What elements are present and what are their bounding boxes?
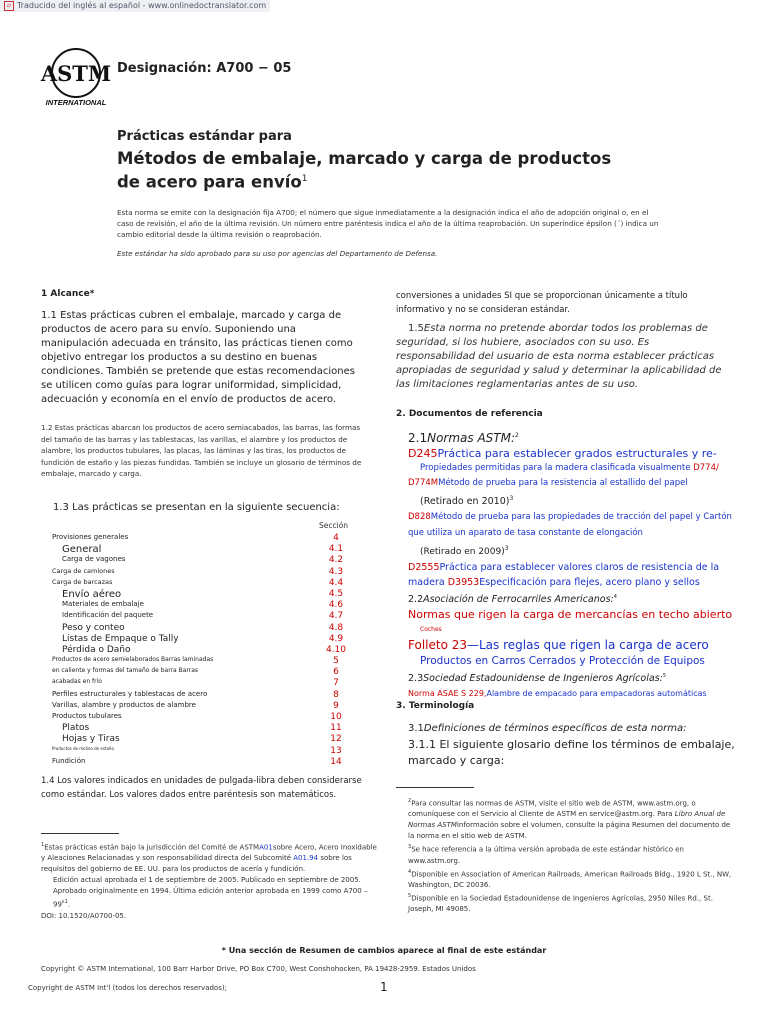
title-line-2-text: de acero para envío xyxy=(117,172,302,192)
sequence-label: en caliente y formas del tamaño de barra Barras xyxy=(52,667,199,675)
sequence-row xyxy=(52,611,352,622)
footnote-2-mark: 2 xyxy=(408,798,412,804)
paragraph-1-5-num: 1.5 xyxy=(408,323,424,334)
pdf-icon: ⇄ xyxy=(4,1,14,11)
footnote-1-text-b: sobre Acero, Acero Inoxidable y Aleaciones Relacionadas y son responsabilidad directa del Subcomité xyxy=(41,843,377,863)
sequence-row xyxy=(52,757,352,768)
footnote-2-b: información sobre el volumen, consulte la página Resumen del documento de la norma en el sitio web de ASTM. xyxy=(408,821,731,841)
sequence-row xyxy=(52,578,352,589)
footnote-1-doi: DOI: 10.1520/A0700-05. xyxy=(41,911,127,920)
sequence-label: Hojas y Tiras xyxy=(62,734,120,745)
subcommittee-link[interactable]: A01.94 xyxy=(293,854,319,863)
sequence-label: Envío aéreo xyxy=(62,588,122,600)
sequence-label: Carga de vagones xyxy=(62,555,126,564)
folleto-23-link[interactable]: Folleto 23 xyxy=(408,638,467,653)
page-title xyxy=(117,148,637,193)
term-3-1-num: 3.1 xyxy=(408,723,424,734)
sequence-label: Peso y conteo xyxy=(62,622,125,633)
section-1-heading: 1 Alcance* xyxy=(41,289,95,299)
sequence-section-link[interactable]: 9 xyxy=(333,700,339,711)
footnote-divider-left xyxy=(41,833,119,834)
d245-link[interactable]: D245 xyxy=(408,447,438,460)
ref-2-3-title: Sociedad Estadounidense de Ingenieros Agrícolas: xyxy=(423,673,663,685)
title-kicker: Prácticas estándar para xyxy=(117,129,292,144)
sequence-section-link[interactable]: 4.4 xyxy=(328,577,344,588)
footnotes-right xyxy=(396,796,736,915)
d3953-title[interactable]: Especificación para flejes, acero plano y sellos xyxy=(479,577,700,589)
d2555-link[interactable]: D2555 xyxy=(408,562,440,574)
sequence-label: Productos tubulares xyxy=(52,712,122,720)
copyright-line: Copyright © ASTM International, 100 Barr Harbor Drive, PO Box C700, West Conshohocken, PA 19428-2959. Estados Unidos xyxy=(41,965,476,973)
sequence-section-link[interactable]: 7 xyxy=(333,678,339,689)
sequence-section-link[interactable]: 11 xyxy=(330,723,342,734)
title-footnote-mark: 1 xyxy=(301,174,308,184)
footnote-3-mark: 3 xyxy=(408,844,412,851)
asae-s229-link[interactable]: Norma ASAE S 229, xyxy=(408,689,487,699)
sequence-row xyxy=(52,701,352,712)
withdrawn-2009: (Retirado en 2009) xyxy=(420,547,505,558)
sequence-section-link[interactable]: 13 xyxy=(330,745,342,756)
sequence-row xyxy=(52,667,352,678)
footnote-1-mark: 1 xyxy=(41,842,45,848)
withdrawn-2010-sup: 3 xyxy=(509,495,514,502)
ref-2-3-num: 2.3 xyxy=(408,673,424,685)
term-3-1-1: 3.1.1 El siguiente glosario define los términos de embalaje, marcado y carga: xyxy=(408,737,735,767)
aar-rules-link[interactable]: Normas que rigen la carga de mercancías en techo abierto xyxy=(408,608,733,622)
section-2-heading: 2. Documentos de referencia xyxy=(396,409,543,419)
footnote-5-mark: 5 xyxy=(408,892,412,899)
ref-2-1-num: 2.1 xyxy=(408,431,428,445)
sequence-section-link[interactable]: 10 xyxy=(330,712,342,722)
committee-link[interactable]: A01 xyxy=(259,843,273,852)
sequence-row xyxy=(52,645,352,656)
paragraph-1-5 xyxy=(396,322,731,392)
sequence-section-link[interactable]: 4.9 xyxy=(328,633,344,644)
sequence-row xyxy=(52,589,352,600)
designation: Designación: A700 − 05 xyxy=(117,61,292,76)
sequence-row xyxy=(52,656,352,667)
d774-link[interactable]: D774/ xyxy=(693,463,719,473)
ref-2-2-title: Asociación de Ferrocarriles Americanos: xyxy=(423,594,614,606)
sequence-row xyxy=(52,712,352,723)
sequence-header: Sección xyxy=(319,521,349,530)
copyright-line-2: Copyright de ASTM Int'l (todos los derechos reservados); xyxy=(28,984,227,992)
sequence-label: Identificación del paquete xyxy=(62,611,154,620)
title-line-1: Métodos de embalaje, marcado y carga de productos xyxy=(117,149,612,168)
sequence-section-link[interactable]: 8 xyxy=(333,689,339,700)
sequence-row xyxy=(52,600,352,611)
sequence-label: Listas de Empaque o Tally xyxy=(62,633,179,644)
sequence-section-link[interactable]: 4.10 xyxy=(325,644,347,655)
d774-title[interactable]: Método de prueba para la resistencia al estallido del papel xyxy=(438,478,688,488)
ref-2-1-title: Normas ASTM: xyxy=(427,431,516,445)
page-number: 1 xyxy=(380,980,388,994)
sequence-row xyxy=(52,634,352,645)
d245-title-cont[interactable]: Propiedades permitidas para la madera clasificada visualmente xyxy=(420,463,691,473)
sequence-label: Platos xyxy=(62,723,90,734)
footnote-1-text-c: sobre los requisitos del gobierno de EE. UU. para los productos de acería y fundición. xyxy=(41,854,352,874)
sequence-label: Carga de barcazas xyxy=(52,577,113,586)
logo-subtext: INTERNATIONAL xyxy=(45,98,107,107)
paragraph-1-5-text: Esta norma no pretende abordar todos los problemas de seguridad, si los hubiere, asociados con su uso. Es responsabilidad del usuario de esta norma establecer prácticas apropiadas de seguridad y salud y determinar la aplicabilidad de las limitaciones reglamentarias antes de su uso. xyxy=(396,323,722,390)
translator-banner[interactable] xyxy=(0,0,270,12)
section-3-heading: 3. Terminología xyxy=(396,701,475,711)
ref-2-2-num: 2.2 xyxy=(408,594,424,606)
sequence-label: Materiales de embalaje xyxy=(62,600,144,609)
sequence-label: Productos de molino de estaño xyxy=(52,745,114,751)
footnote-4: Disponible en Association of American Railroads, American Railroads Bldg., 1920 L St., NW, Washington, DC 20036. xyxy=(408,869,732,889)
d828-link[interactable]: D828 xyxy=(408,512,431,523)
sequence-row xyxy=(52,690,352,701)
d774m-link[interactable]: D774M xyxy=(408,478,439,488)
ref-2-1-sup: 2 xyxy=(515,432,519,439)
aar-rules-coches[interactable]: Coches xyxy=(420,626,442,634)
paragraph-1-2: 1.2 Estas prácticas abarcan los productos de acero semiacabados, las barras, las formas del tamaño de las barras y las tablestacas, las varillas, el alambre y los productos de alambre, los productos tubulares, las placas, las láminas y las tiras, los productos de fundición de estaño y las piezas fundidas. También se incluye un glosario de términos de embalaje, marcado y carga. xyxy=(41,423,362,479)
sequence-label: Provisiones generales xyxy=(52,533,129,541)
sequence-label: Varillas, alambre y productos de alambre xyxy=(52,700,196,709)
sequence-label: acabadas en frío xyxy=(52,678,102,686)
ref-2-3-sup: 5 xyxy=(662,673,666,680)
sequence-label: Pérdida o Daño xyxy=(62,644,131,655)
dod-approval-note: Este estándar ha sido aprobado para su uso por agencias del Departamento de Defensa. xyxy=(117,249,438,258)
d2555-title[interactable]: Práctica para establecer valores claros de resistencia de la madera xyxy=(408,562,720,589)
sequence-row xyxy=(52,544,352,555)
footnote-3: Se hace referencia a la última versión aprobada de este estándar histórico en www.astm.org. xyxy=(408,845,684,865)
logo-text: ASTM xyxy=(40,61,112,86)
d828-title[interactable]: Método de prueba para las propiedades de tracción del papel y Cartón que utiliza un aparato de tasa constante de elongación xyxy=(408,512,732,539)
translator-banner-text: Traducido del inglés al español - www.onlinedoctranslator.com xyxy=(17,1,267,10)
withdrawn-2010: (Retirado en 2010) xyxy=(420,496,510,508)
footnote-divider-right xyxy=(396,787,474,788)
asae-s229-title[interactable]: Alambre de empacado para empacadoras automáticas xyxy=(486,689,707,699)
sequence-row xyxy=(52,746,352,757)
title-line-2 xyxy=(117,169,637,193)
sequence-label: Carga de camiones xyxy=(52,566,115,575)
paragraph-1-4: 1.4 Los valores indicados en unidades de pulgada-libra deben considerarse como estándar. Los valores dados entre paréntesis son matemáticos. xyxy=(41,776,362,800)
sequence-section-link[interactable]: 4.2 xyxy=(328,555,344,566)
sequence-section-link[interactable]: 4.7 xyxy=(328,611,344,622)
sequence-row xyxy=(52,623,352,634)
paragraph-1-4-cont: conversiones a unidades SI que se proporcionan únicamente a título informativo y no se consideran estándar. xyxy=(396,291,688,315)
ref-2-2-sup: 4 xyxy=(613,594,617,601)
sequence-label: General xyxy=(62,544,102,556)
footnote-1-text-a: Estas prácticas están bajo la jurisdicción del Comité de ASTM xyxy=(44,843,260,852)
sequence-row xyxy=(52,723,352,734)
footnote-2: Para consultar las normas de ASTM, visite el sitio web de ASTM, www.astm.org, o comuníquese con el Servicio al Cliente de ASTM en service@astm.org. Para xyxy=(408,799,696,819)
sequence-section-link[interactable]: 4.6 xyxy=(328,600,344,611)
preamble-text: Esta norma se emite con la designación fija A700; el número que sigue inmediatamente a la designación indica el año de adopción original o, en el caso de revisión, el año de la última revisión. Un número entre paréntesis indica el año de la última reaprobación. Un superíndice épsilon (´) indica un cambio editorial desde la última revisión o reaprobación. xyxy=(117,208,659,239)
footnote-5: Disponible en la Sociedad Estadounidense de Ingenieros Agrícolas, 2950 Niles Rd., St. Joseph, MI 49085. xyxy=(408,894,713,914)
sequence-list xyxy=(52,533,352,768)
footnote-2-book: Libro Anual de Normas ASTM xyxy=(408,810,726,830)
sequence-section-link[interactable]: 14 xyxy=(330,756,342,767)
sequence-section-link[interactable]: 4.8 xyxy=(328,622,344,633)
footnote-4-mark: 4 xyxy=(408,868,412,875)
astm-logo xyxy=(40,46,112,108)
sequence-label: Fundición xyxy=(52,756,86,765)
summary-of-changes-note: * Una sección de Resumen de cambios aparece al final de este estándar xyxy=(221,946,547,955)
terminology xyxy=(408,721,738,769)
footnote-1-edition: Edición actual aprobada el 1 de septiembre de 2005. Publicado en septiembre de 2005. Aprobado originalmente en 1994. Última edición anterior aprobada en 1999 como A700 – 99 xyxy=(53,876,368,909)
sequence-section-link[interactable]: 4 xyxy=(333,533,339,543)
reference-list xyxy=(408,428,738,701)
sequence-section-link[interactable]: 5 xyxy=(333,656,339,667)
footnote-1: $^1$Estas prácticas están bajo la jurisdicción del Comité de ASTMA01sobre Acero, Acero Inoxidable y Aleaciones Relacionadas y son responsabilidad directa del Subcomité A01.94 sobre los requisitos del gobierno de EE. UU. para los productos de acería y fundición. Edición actual aprobada el 1 de septiembre de 2005. Publicado en septiembre de 2005. Aprobado originalmente en 1994. Última edición anterior aprobada en 1999 como $A700 - 99^{\varepsilon 1}$. DOI: 10.1520/A0700-05. xyxy=(41,840,381,922)
folleto-23-title[interactable]: —Las reglas que rigen la carga de acero xyxy=(467,638,709,653)
folleto-23-title-cont[interactable]: Productos en Carros Cerrados y Protección de Equipos xyxy=(420,655,705,668)
withdrawn-2009-sup: 3 xyxy=(504,545,509,553)
sequence-row xyxy=(52,734,352,745)
sequence-row xyxy=(52,678,352,689)
d3953-link[interactable]: D3953 xyxy=(447,577,480,589)
paragraph-1-1: 1.1 Estas prácticas cubren el embalaje, marcado y carga de productos de acero para su envío. Suponiendo una manipulación adecuada en tránsito, las prácticas tienen como objetivo entregar los productos a su destino en buenas condiciones. También se pretende que estas recomendaciones se utilicen como guías para lograr uniformidad, simplicidad, adecuación y economía en el envío de productos de acero. xyxy=(41,310,355,405)
sequence-label: Productos de acero semielaborados Barras laminadas xyxy=(52,656,214,664)
d245-title[interactable]: Práctica para establecer grados estructurales y re- xyxy=(437,447,717,460)
sequence-section-link[interactable]: 4.1 xyxy=(328,544,344,555)
sequence-label: Perfiles estructurales y tablestacas de acero xyxy=(52,689,208,698)
sequence-section-link[interactable]: 12 xyxy=(330,734,342,745)
sequence-row xyxy=(52,567,352,578)
sequence-row xyxy=(52,533,352,544)
footnote-1-epsilon: ε1 xyxy=(61,899,68,906)
term-3-1: Definiciones de términos específicos de esta norma: xyxy=(423,723,687,734)
sequence-section-link[interactable]: 4.3 xyxy=(328,566,344,577)
sequence-section-link[interactable]: 6 xyxy=(333,667,339,678)
paragraph-1-3: 1.3 Las prácticas se presentan en la siguiente secuencia: xyxy=(53,502,340,513)
sequence-section-link[interactable]: 4.5 xyxy=(328,588,344,599)
sequence-row xyxy=(52,555,352,566)
